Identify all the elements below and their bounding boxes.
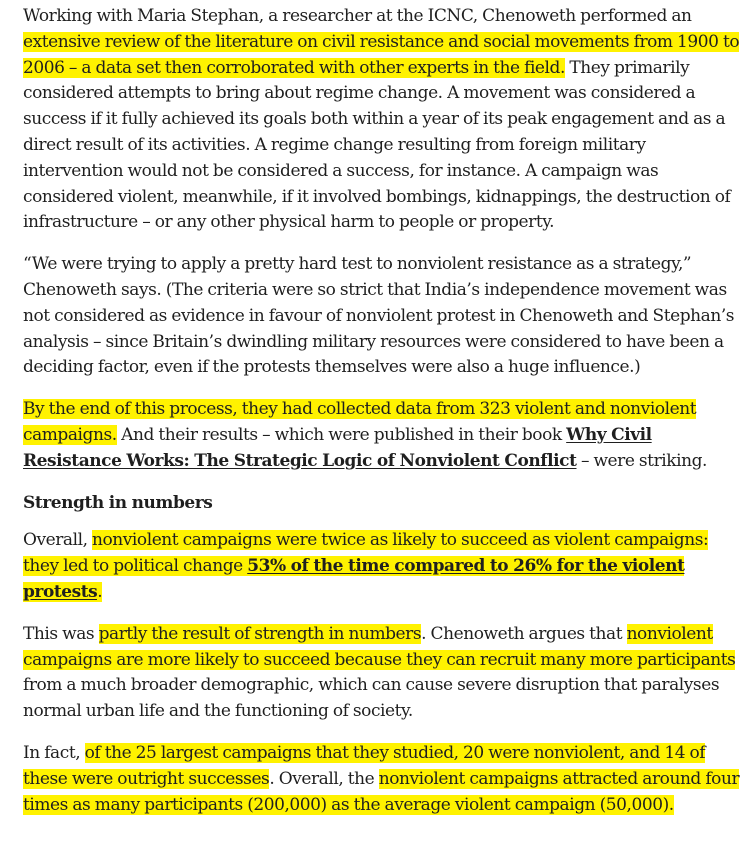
highlighted-text: extensive review of the literature on civil resistance and social movements from 1900 to 2006 – a data set then corroborated with other experts in the field. — [23, 31, 740, 78]
highlighted-text: of the 25 largest campaigns that they studied, 20 were nonviolent, and 14 of these were outright successes — [23, 742, 706, 789]
highlighted-text: partly the result of strength in numbers — [98, 623, 422, 644]
text-segment: from a much broader demographic, which can cause severe disruption that paralyses normal urban life and the functioning of society. — [23, 675, 720, 722]
text-segment: Overall, — [23, 530, 92, 551]
text-segment: In fact, — [23, 742, 85, 763]
text-segment: – were striking. — [576, 450, 707, 471]
highlighted-text: By the end of this process, they had collected data from 323 violent and nonviolent campaigns. — [23, 399, 697, 445]
text-segment: Strength in numbers — [23, 492, 213, 513]
text-segment: Working with Maria Stephan, a researcher at the ICNC, Chenoweth performed an — [23, 6, 692, 26]
article-paragraph — [23, 252, 745, 381]
article-link[interactable]: Why Civil Resistance Works: The Strategic Logic of Nonviolent Conflict — [23, 424, 652, 471]
article-paragraph — [23, 741, 745, 818]
highlighted-text: nonviolent campaigns attracted around four times as many participants (200,000) as the average violent campaign (50,000). — [23, 768, 740, 815]
text-segment: This was — [23, 623, 99, 644]
text-segment: . Chenoweth argues that — [421, 623, 627, 644]
text-segment: . Overall, the — [269, 768, 379, 789]
section-heading — [23, 491, 745, 517]
article-paragraph — [23, 622, 745, 725]
text-segment: And their results – which were published in their book — [116, 424, 567, 445]
article-paragraph — [23, 4, 745, 236]
article-paragraph — [23, 397, 745, 474]
highlighted-text: nonviolent campaigns were twice as likely to succeed as violent campaigns: they led to political change — [23, 530, 709, 577]
text-segment: They primarily considered attempts to bring about regime change. A movement was considered a success if it fully achieved its goals both within a year of its peak engagement and as a direct result of its activities. A regime change resulting from foreign military intervention would not be considered a success, for instance. A campaign was considered violent, meanwhile, if it involved bombings, kidnappings, the destruction of infrastructure – or any other physical harm to people or property. — [23, 57, 731, 233]
article-link[interactable]: 53% of the time compared to 26% for the violent protests — [23, 556, 685, 602]
highlighted-text: nonviolent campaigns are more likely to succeed because they can recruit many more participants — [23, 623, 736, 670]
article-body — [23, 4, 745, 834]
article-paragraph — [23, 528, 745, 605]
text-segment: “We were trying to apply a pretty hard test to nonviolent resistance as a strategy,” Chenoweth says. (The criteria were so strict that India’s independence movement was not considered as evidence in favour of nonviolent protest in Chenoweth and Stephan’s analysis – since Britain’s dwindling military resources were considered to have been a deciding factor, even if the protests themselves were also a huge influence.) — [23, 254, 735, 378]
highlighted-text: . — [97, 581, 103, 602]
